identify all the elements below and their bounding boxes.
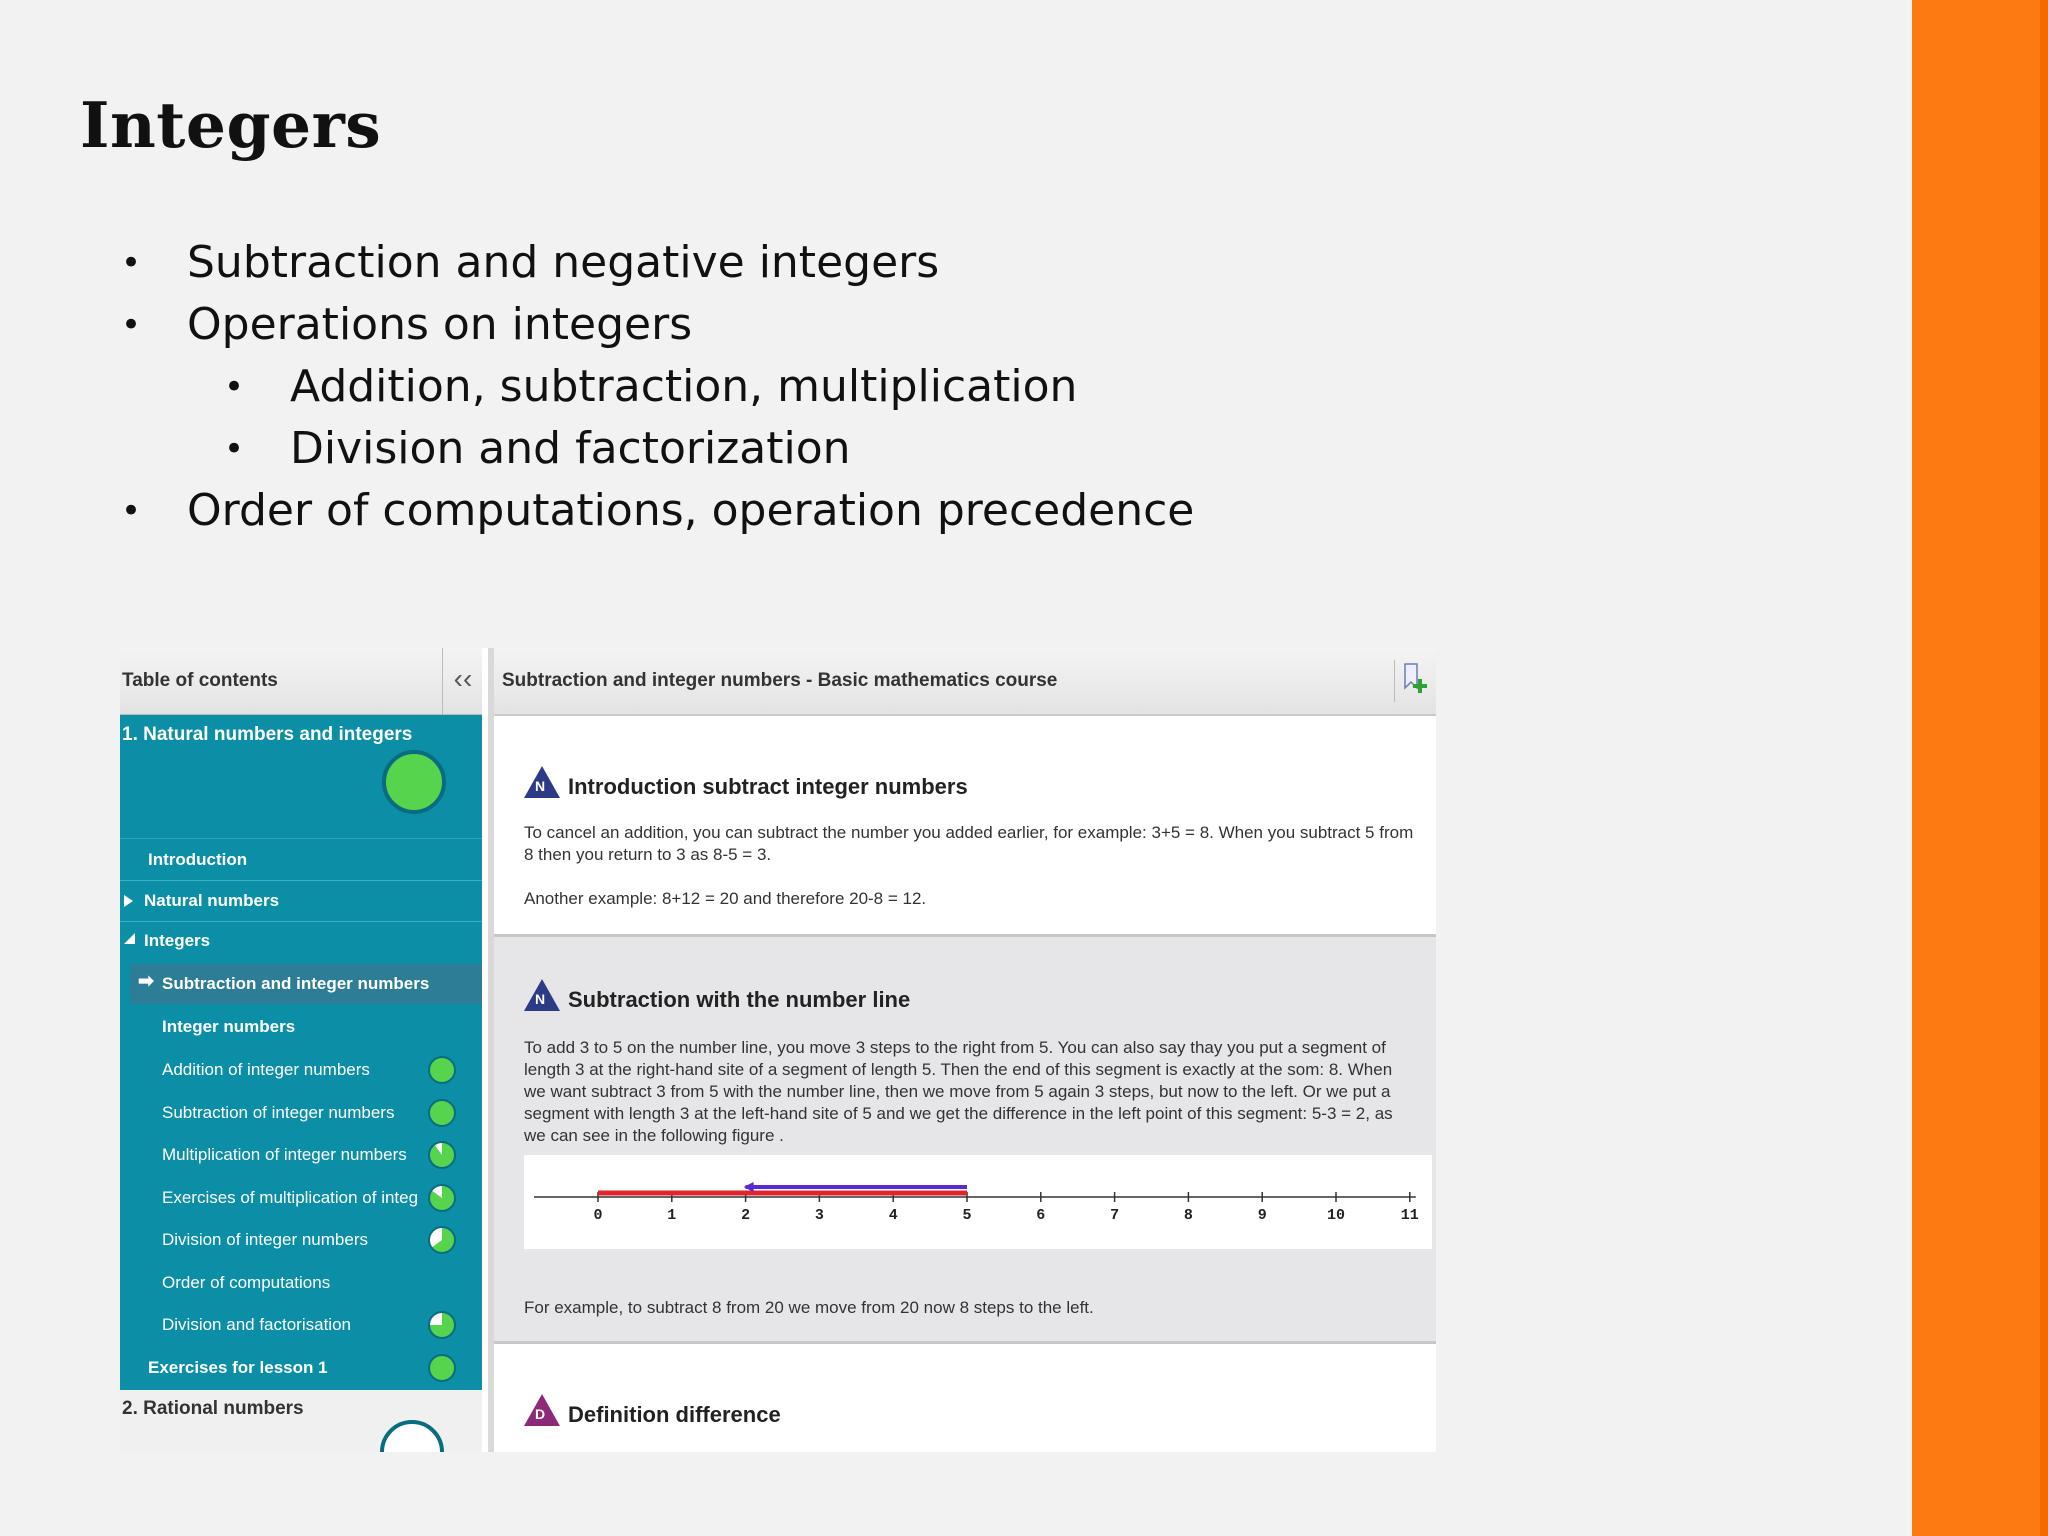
section-definition xyxy=(494,1350,1436,1452)
chapter-1-label: 1. Natural numbers and integers xyxy=(122,724,413,745)
content-pane xyxy=(488,648,1436,1452)
expand-arrow-icon xyxy=(124,895,133,907)
current-arrow-icon: ➡ xyxy=(138,971,154,992)
add-bookmark-icon xyxy=(1395,660,1429,702)
section-title: N Subtraction with the number line xyxy=(524,979,910,1013)
slide-title: Integers xyxy=(80,88,382,162)
toc-item-multiplication[interactable] xyxy=(120,1135,482,1175)
progress-pie-icon xyxy=(428,1226,456,1254)
tick-label: 6 xyxy=(1036,1207,1046,1224)
add-bookmark-button[interactable] xyxy=(1394,660,1429,702)
collapse-arrow-icon xyxy=(124,933,135,944)
toc-item-label: Exercises for lesson 1 xyxy=(148,1358,328,1377)
toc-item-integers[interactable] xyxy=(120,921,482,961)
bullet-text: Order of computations, operation precedence xyxy=(187,485,1195,536)
progress-pie-icon xyxy=(428,1354,456,1382)
tick-label: 11 xyxy=(1400,1207,1419,1224)
content-header xyxy=(494,648,1436,716)
toc-item-natural-numbers[interactable] xyxy=(120,881,482,922)
tick-label: 2 xyxy=(741,1207,751,1224)
bullet-text: Addition, subtraction, multiplication xyxy=(290,361,1078,412)
bullet-dot: • xyxy=(224,429,245,469)
tick-label: 4 xyxy=(888,1207,898,1224)
tick-label: 10 xyxy=(1326,1207,1346,1224)
definition-badge-icon: D xyxy=(524,1394,560,1426)
toc-item-label: Addition of integer numbers xyxy=(162,1060,370,1079)
toc-item-label: Natural numbers xyxy=(144,891,280,910)
bullet-dot: • xyxy=(224,367,245,407)
toc-item-label: Integer numbers xyxy=(162,1017,296,1036)
progress-pie-icon xyxy=(428,1311,456,1339)
toc-item-introduction[interactable] xyxy=(120,840,482,881)
toc-item-label: Order of computations xyxy=(162,1273,331,1292)
toc-item-label: Division of integer numbers xyxy=(162,1230,368,1249)
tick-label: 9 xyxy=(1257,1207,1267,1224)
toc-item-label: Introduction xyxy=(148,850,248,869)
section-paragraph: For example, to subtract 8 from 20 we move from 20 now 8 steps to the left. xyxy=(524,1298,1094,1317)
bullet-text: Subtraction and negative integers xyxy=(187,237,940,288)
content-title: Subtraction and integer numbers - Basic mathematics course xyxy=(502,670,1058,691)
tick-label: 0 xyxy=(593,1207,603,1224)
toc-item-integer-numbers[interactable] xyxy=(120,1007,482,1047)
double-chevron-left-icon: ‹‹ xyxy=(453,663,473,694)
bullet-dot: • xyxy=(121,243,142,283)
chapter-2-label: 2. Rational numbers xyxy=(122,1398,304,1419)
progress-pie-icon xyxy=(428,1141,456,1169)
tick-label: 7 xyxy=(1110,1207,1120,1224)
progress-pie-icon xyxy=(428,1184,456,1212)
section-title: N Introduction subtract integer numbers xyxy=(524,766,968,800)
bullet-dot: • xyxy=(121,491,142,531)
sub-bullet-item xyxy=(0,356,1194,418)
sub-bullet-item xyxy=(0,418,1194,480)
bullet-text: Operations on integers xyxy=(187,299,693,350)
note-badge-icon: N xyxy=(524,979,560,1011)
toc-item-order-of-computations[interactable] xyxy=(120,1263,482,1303)
toc-item-exercises-lesson-1[interactable] xyxy=(120,1348,482,1388)
toc-item-label: Subtraction and integer numbers xyxy=(162,974,430,993)
toc-item-label: Integers xyxy=(144,931,211,950)
chapter-progress-icon xyxy=(380,1420,444,1452)
progress-pie-icon xyxy=(428,1056,456,1084)
section-paragraph: To cancel an addition, you can subtract the number you added earlier, for example: 3+5 = 8. When you subtract 5 from 8 then you return to 3 as 8-5 = 3. xyxy=(524,823,1414,864)
toc-item-subtraction[interactable] xyxy=(120,1093,482,1133)
accent-bar xyxy=(1912,0,2048,1536)
bullet-list xyxy=(0,232,1194,542)
toc-item-label: Subtraction of integer numbers xyxy=(162,1103,395,1122)
toc-item-subtraction-current[interactable] xyxy=(130,964,482,1004)
section-title: D Definition difference xyxy=(524,1394,781,1428)
toc-item-label: Division and factorisation xyxy=(162,1315,351,1334)
tick-label: 3 xyxy=(814,1207,824,1224)
toc-item-label: Multiplication of integer numbers xyxy=(162,1145,407,1164)
course-screenshot xyxy=(120,648,1436,1452)
toc-chapter-1[interactable] xyxy=(120,714,482,839)
number-line-figure xyxy=(524,1155,1432,1249)
toc-header xyxy=(120,648,482,715)
bullet-item xyxy=(0,294,1194,356)
toc-item-division[interactable] xyxy=(120,1220,482,1260)
bullet-dot: • xyxy=(121,305,142,345)
tick-label: 5 xyxy=(962,1207,972,1224)
table-of-contents-panel xyxy=(120,648,482,1452)
note-badge-icon: N xyxy=(524,766,560,798)
bullet-item xyxy=(0,232,1194,294)
toc-item-label: Exercises of multiplication of integ xyxy=(162,1188,419,1207)
toc-item-division-factorisation[interactable] xyxy=(120,1305,482,1345)
section-paragraph: To add 3 to 5 on the number line, you move 3 steps to the right from 5. You can also say thay you put a segment of length 3 at the right-hand site of a segment of length 5. Then the end of this segment is exactly at the som: 8. When we want subtract 3 from 5 with the number line, then we move from 5 again 3 steps, but now to the left. Or we put a segment with length 3 at the left-hand site of 5 and we get the difference in the left point of this segment: 5-3 = 2, as we can see in the following figure . xyxy=(524,1038,1393,1145)
chapter-progress-icon xyxy=(382,750,446,814)
section-paragraph: Another example: 8+12 = 20 and therefore 20-8 = 12. xyxy=(524,889,927,908)
toc-chapter-2[interactable] xyxy=(120,1390,482,1452)
bullet-text: Division and factorization xyxy=(290,423,851,474)
tick-label: 1 xyxy=(667,1207,677,1224)
section-number-line xyxy=(494,934,1436,1344)
accent-bar-edge xyxy=(2040,0,2048,1536)
bullet-item xyxy=(0,480,1194,542)
tick-label: 8 xyxy=(1183,1207,1193,1224)
progress-pie-icon xyxy=(428,1099,456,1127)
toc-header-label: Table of contents xyxy=(122,670,278,691)
toc-item-exercises-multiplication[interactable] xyxy=(120,1178,482,1218)
collapse-toc-button[interactable] xyxy=(442,648,483,714)
toc-item-addition[interactable] xyxy=(120,1050,482,1090)
